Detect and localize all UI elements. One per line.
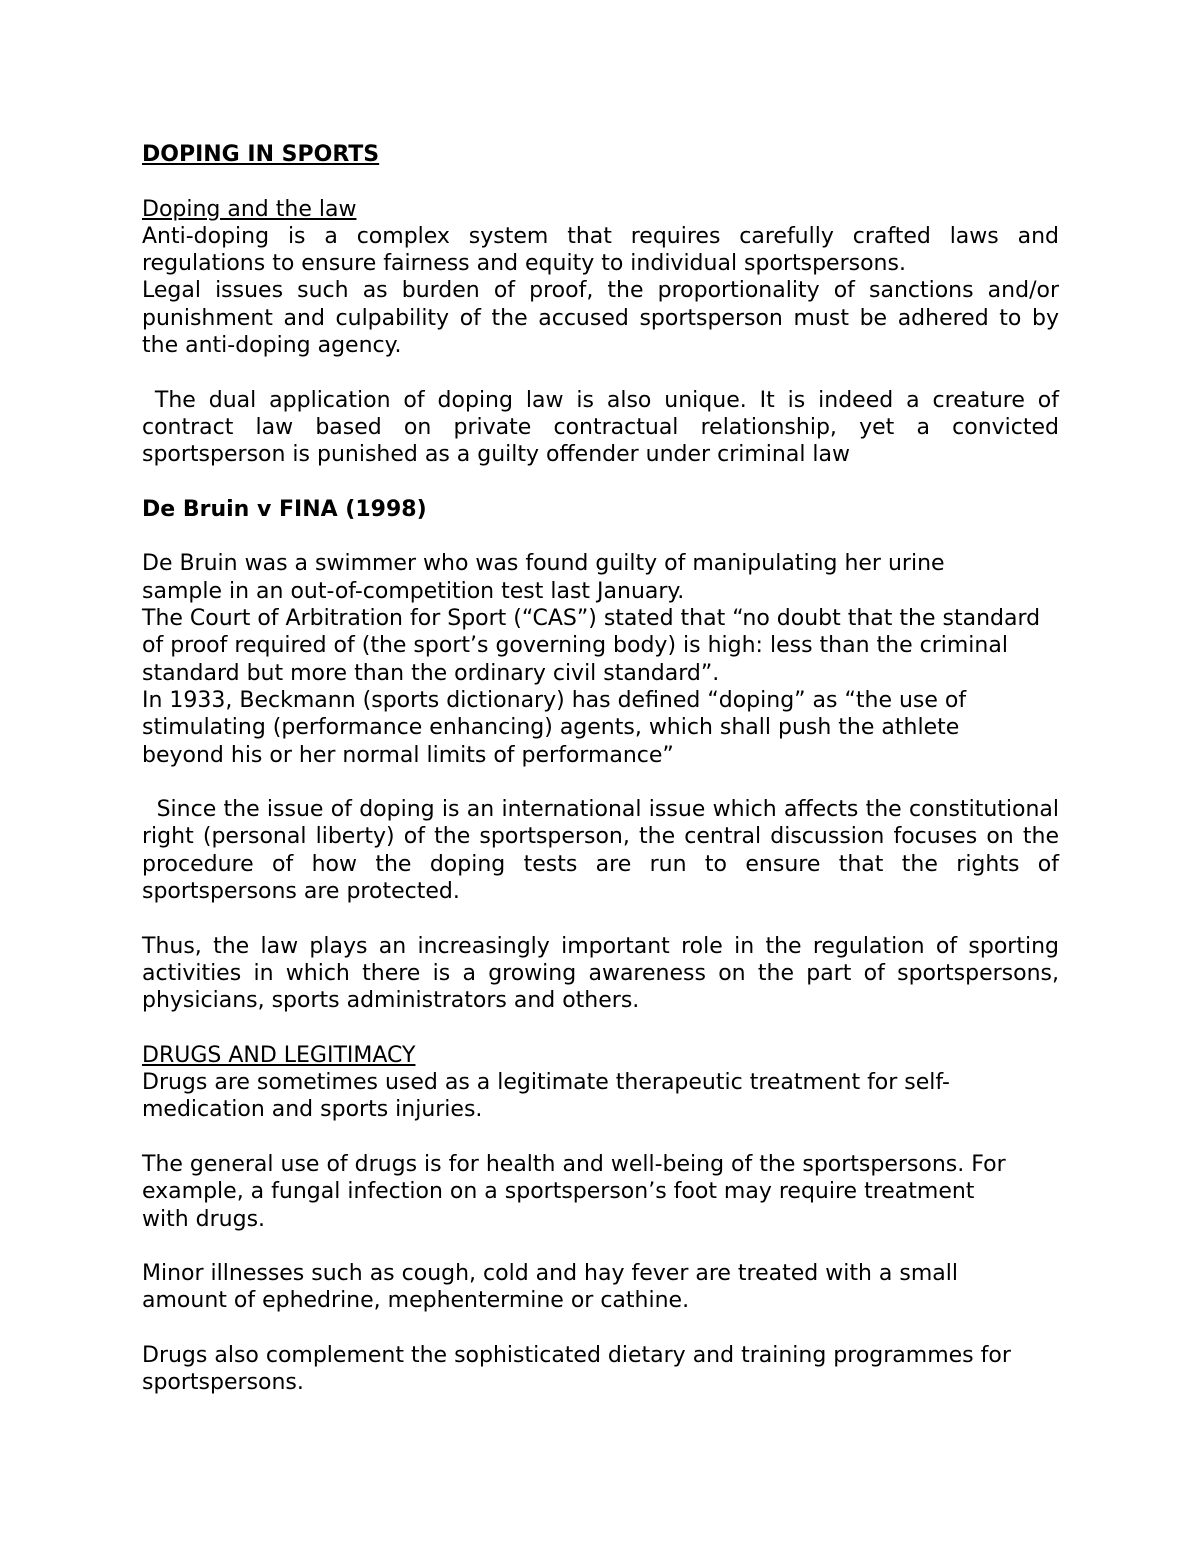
spacer	[142, 168, 1059, 195]
spacer	[142, 905, 1059, 932]
paragraph-complement-programmes: Drugs also complement the sophisticated dietary and training programmes for sportspersons.	[142, 1343, 1011, 1396]
document-title: DOPING IN SPORTS	[142, 142, 380, 167]
spacer	[142, 469, 1059, 496]
case-heading: De Bruin v FINA (1998)	[142, 496, 427, 522]
spacer	[142, 523, 1059, 550]
paragraph-international-issue: Since the issue of doping is an international issue which affects the constitutional right (personal liberty) of the sportsperson, the central discussion focuses on the procedure of how the doping tests are run to ensure that the rights of sportspersons are protected.	[142, 797, 1066, 905]
paragraph-role-of-law: Thus, the law plays an increasingly important role in the regulation of sporting activities in which there is a growing awareness on the part of sportspersons, physicians, sports administrators and others.	[142, 933, 1059, 1014]
paragraph-therapeutic-use: Drugs are sometimes used as a legitimate therapeutic treatment for self-medication and sports injuries.	[142, 1070, 950, 1123]
paragraph-anti-doping: Anti-doping is a complex system that requires carefully crafted laws and regulations to ensure fairness and equity to individual sportspersons.	[142, 223, 1059, 277]
spacer	[142, 1015, 1059, 1042]
spacer	[142, 359, 1059, 386]
paragraph-general-use: The general use of drugs is for health and well-being of the sportspersons. For example, a fungal infection on a sportsperson’s foot may require treatment with drugs.	[142, 1151, 1006, 1232]
paragraph-legal-issues: Legal issues such as burden of proof, the proportionality of sanctions and/or punishment and culpability of the accused sportsperson must be adhered to by the anti-doping agency.	[142, 278, 1059, 359]
spacer	[142, 769, 1059, 796]
paragraph-dual-application: The dual application of doping law is also unique. It is indeed a creature of contract law based on private contractual relationship, yet a convicted sportsperson is punished as a guilty offender under criminal law	[142, 387, 1066, 468]
spacer	[142, 1124, 1059, 1151]
section-heading-drugs-legitimacy: DRUGS AND LEGITIMACY	[142, 1042, 416, 1068]
paragraph-cas-statement: The Court of Arbitration for Sport (“CAS”) stated that “no doubt that the standard of proof required of (the sport’s governing body) is high: less than the criminal standard but more than the ordinary civil standard”.	[142, 606, 1041, 686]
document-body	[142, 141, 1066, 1397]
section-heading-doping-law: Doping and the law	[142, 196, 357, 222]
spacer	[142, 1233, 1059, 1260]
spacer	[142, 1315, 1059, 1342]
paragraph-minor-illnesses: Minor illnesses such as cough, cold and hay fever are treated with a small amount of ephedrine, mephentermine or cathine.	[142, 1261, 958, 1314]
paragraph-de-bruin: De Bruin was a swimmer who was found guilty of manipulating her urine sample in an out-of-competition test last January.	[142, 551, 945, 604]
paragraph-beckmann-definition: In 1933, Beckmann (sports dictionary) has defined “doping” as “the use of stimulating (performance enhancing) agents, which shall push the athlete beyond his or her normal limits of performance”	[142, 687, 967, 768]
